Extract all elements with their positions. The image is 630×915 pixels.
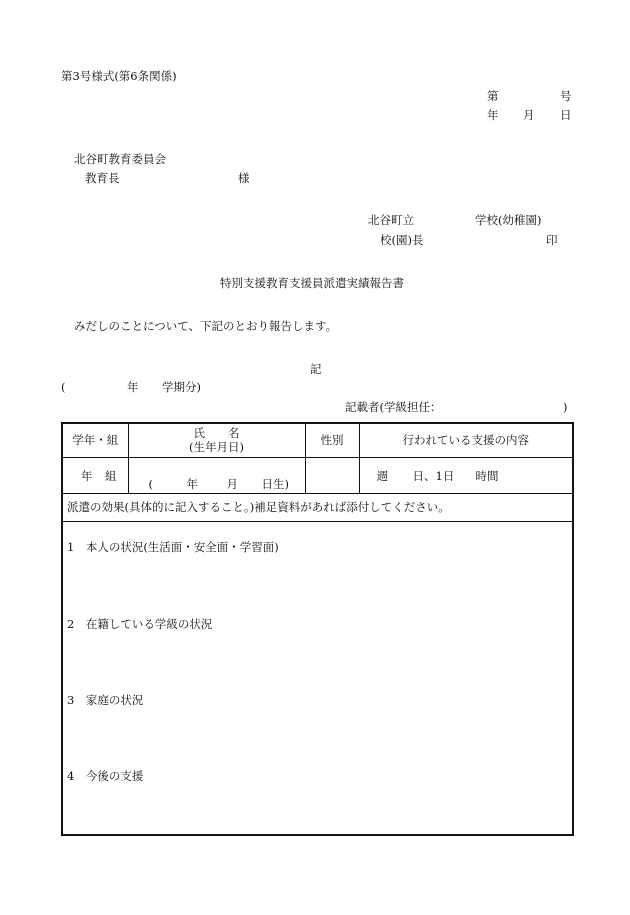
ki-heading: 記 (310, 362, 322, 376)
header-gender: 性別 (305, 423, 359, 457)
effect-body[interactable] (62, 521, 573, 835)
sender-town: 北谷町立 (368, 213, 414, 227)
support-per-day: 日、1日 (412, 468, 455, 483)
header-grade-class: 学年・組 (62, 423, 128, 457)
date-day: 日 (560, 108, 572, 122)
document-title: 特別支援教育支援員派遣実績報告書 (220, 276, 404, 290)
cell-gender[interactable] (305, 457, 359, 493)
section-4-heading: 4 今後の支援 (67, 768, 144, 783)
support-hours: 時間 (475, 468, 499, 483)
dob-open: ( (148, 476, 153, 491)
header-name-line2: (生年月日) (189, 440, 244, 455)
period-open: ( (61, 380, 66, 394)
class-unit: 組 (105, 468, 117, 483)
intro-text: みだしのことについて、下記のとおり報告します。 (74, 319, 338, 333)
effect-note: 派遣の効果(具体的に記入すること。)補足資料があれば添付してください。 (62, 493, 573, 521)
grade-unit: 年 (81, 468, 93, 483)
date-year: 年 (487, 108, 499, 122)
header-name-line1: 氏 名 (193, 425, 240, 440)
cell-support[interactable] (359, 457, 573, 493)
header-support: 行われている支援の内容 (359, 423, 573, 457)
header-name (128, 423, 305, 457)
period-term: 学期分) (162, 380, 201, 394)
recorder-label: 記載者(学級担任： (345, 400, 442, 414)
doc-number-suffix: 号 (560, 89, 572, 103)
table-data-row (62, 457, 573, 493)
effect-body-row (62, 521, 573, 835)
recipient-honorific: 様 (238, 171, 250, 185)
dob-year: 年 (186, 476, 198, 491)
cell-grade-class[interactable] (62, 457, 128, 493)
sender-principal: 校(園)長 (380, 233, 424, 247)
table-header-row (62, 423, 573, 457)
section-3-heading: 3 家庭の状況 (67, 692, 144, 707)
effect-note-row (62, 493, 573, 521)
sender-school: 学校(幼稚園) (475, 213, 542, 227)
recorder-close: ) (563, 400, 568, 414)
recipient-title: 教育長 (85, 171, 120, 185)
report-table (61, 422, 574, 836)
seal-mark: 印 (546, 233, 558, 247)
period-year: 年 (127, 380, 139, 394)
cell-name-dob[interactable] (128, 457, 305, 493)
doc-number-prefix: 第 (487, 89, 499, 103)
dob-day: 日生) (261, 476, 289, 491)
support-week: 週 (376, 468, 388, 483)
section-1-heading: 1 本人の状況(生活面・安全面・学習面) (67, 539, 279, 554)
dob-month: 月 (226, 476, 238, 491)
date-month: 月 (523, 108, 535, 122)
form-number: 第3号様式(第6条関係) (61, 69, 177, 83)
section-2-heading: 2 在籍している学級の状況 (67, 616, 213, 631)
recipient-org: 北谷町教育委員会 (74, 152, 166, 166)
